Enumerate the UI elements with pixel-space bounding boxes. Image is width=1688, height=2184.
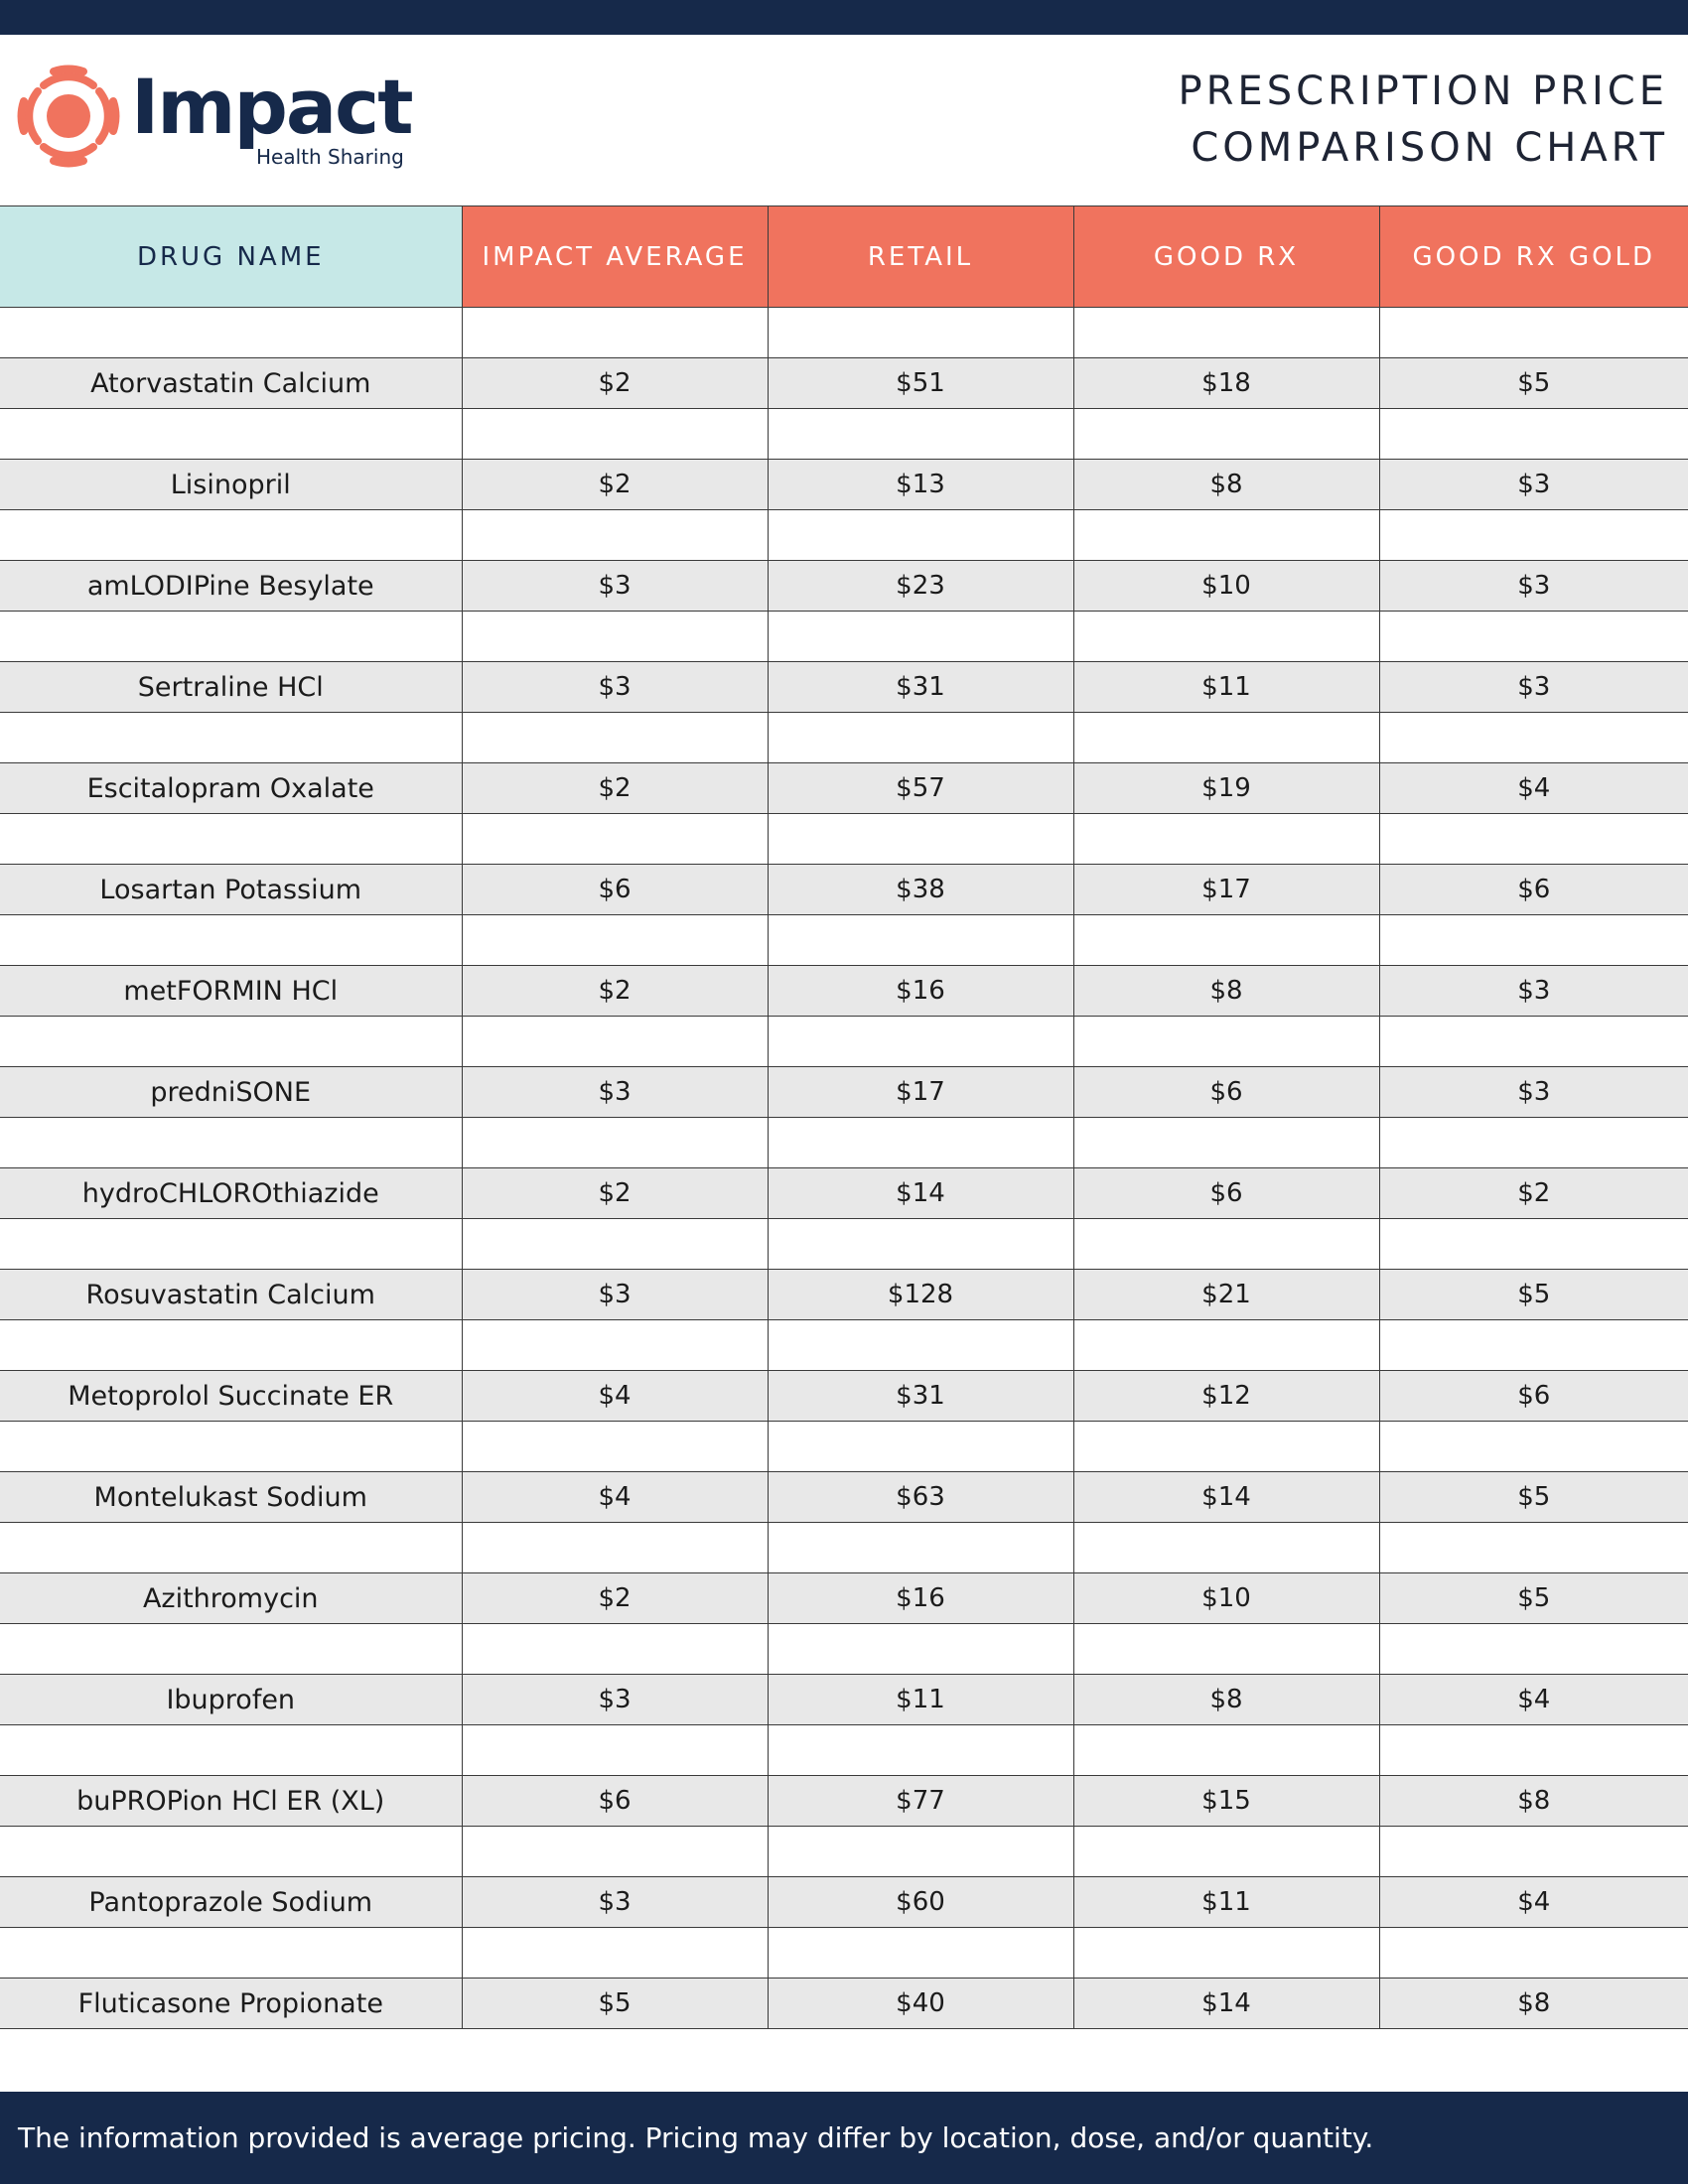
good-rx-cell: $14: [1073, 1472, 1379, 1523]
table-body: [0, 308, 1688, 2029]
table-spacer-row: [0, 612, 1688, 662]
spacer-cell: [1073, 612, 1379, 662]
spacer-cell: [1073, 814, 1379, 865]
table-spacer-row: [0, 1118, 1688, 1168]
good-rx-cell: $11: [1073, 662, 1379, 713]
retail-cell: $57: [768, 763, 1073, 814]
drug-name-cell: Metoprolol Succinate ER: [0, 1371, 462, 1422]
spacer-cell: [1379, 1219, 1688, 1270]
retail-cell: $31: [768, 1371, 1073, 1422]
drug-name-cell: predniSONE: [0, 1067, 462, 1118]
good-rx-gold-cell: $5: [1379, 1270, 1688, 1320]
retail-cell: $31: [768, 662, 1073, 713]
impact-average-cell: $3: [462, 1877, 768, 1928]
spacer-cell: [462, 1523, 768, 1573]
good-rx-gold-cell: $5: [1379, 1472, 1688, 1523]
good-rx-cell: $12: [1073, 1371, 1379, 1422]
table-row: [0, 1371, 1688, 1422]
spacer-cell: [462, 612, 768, 662]
spacer-cell: [462, 1928, 768, 1979]
impact-average-cell: $4: [462, 1371, 768, 1422]
logo-wordmark: Impact: [131, 63, 412, 151]
table-spacer-row: [0, 1725, 1688, 1776]
spacer-cell: [0, 1219, 462, 1270]
drug-name-cell: Escitalopram Oxalate: [0, 763, 462, 814]
spacer-cell: [462, 1320, 768, 1371]
spacer-cell: [0, 713, 462, 763]
impact-average-cell: $3: [462, 561, 768, 612]
impact-average-cell: $3: [462, 1270, 768, 1320]
good-rx-gold-cell: $4: [1379, 763, 1688, 814]
table-spacer-row: [0, 1422, 1688, 1472]
spacer-cell: [0, 1320, 462, 1371]
spacer-cell: [768, 814, 1073, 865]
spacer-cell: [462, 1118, 768, 1168]
impact-average-cell: $2: [462, 1168, 768, 1219]
spacer-cell: [1379, 308, 1688, 358]
good-rx-gold-cell: $3: [1379, 1067, 1688, 1118]
table-row: [0, 358, 1688, 409]
spacer-cell: [768, 915, 1073, 966]
table-spacer-row: [0, 1827, 1688, 1877]
spacer-cell: [462, 1624, 768, 1675]
spacer-cell: [1379, 1422, 1688, 1472]
logo: [14, 62, 431, 181]
spacer-cell: [768, 308, 1073, 358]
good-rx-gold-cell: $4: [1379, 1675, 1688, 1725]
spacer-cell: [1379, 1725, 1688, 1776]
drug-name-cell: Ibuprofen: [0, 1675, 462, 1725]
impact-average-cell: $5: [462, 1979, 768, 2029]
spacer-cell: [1379, 409, 1688, 460]
table-spacer-row: [0, 1928, 1688, 1979]
table-header-row: [0, 206, 1688, 308]
retail-cell: $77: [768, 1776, 1073, 1827]
retail-cell: $40: [768, 1979, 1073, 2029]
spacer-cell: [0, 1422, 462, 1472]
spacer-cell: [0, 612, 462, 662]
good-rx-cell: $8: [1073, 1675, 1379, 1725]
spacer-cell: [462, 308, 768, 358]
table-spacer-row: [0, 814, 1688, 865]
table-row: [0, 561, 1688, 612]
spacer-cell: [1073, 510, 1379, 561]
table-row: [0, 460, 1688, 510]
spacer-cell: [1379, 510, 1688, 561]
table-row: [0, 1472, 1688, 1523]
drug-name-cell: Fluticasone Propionate: [0, 1979, 462, 2029]
spacer-cell: [1379, 612, 1688, 662]
drug-name-cell: Losartan Potassium: [0, 865, 462, 915]
table-row: [0, 1776, 1688, 1827]
spacer-cell: [768, 510, 1073, 561]
spacer-cell: [1073, 1725, 1379, 1776]
document-title-line-2: COMPARISON CHART: [1191, 125, 1668, 171]
drug-name-cell: hydroCHLOROthiazide: [0, 1168, 462, 1219]
retail-cell: $13: [768, 460, 1073, 510]
table-spacer-row: [0, 915, 1688, 966]
drug-name-cell: metFORMIN HCl: [0, 966, 462, 1017]
good-rx-gold-cell: $5: [1379, 1573, 1688, 1624]
table-row: [0, 865, 1688, 915]
spacer-cell: [0, 915, 462, 966]
spacer-cell: [1073, 1624, 1379, 1675]
table-row: [0, 1067, 1688, 1118]
table-spacer-row: [0, 713, 1688, 763]
good-rx-cell: $10: [1073, 561, 1379, 612]
spacer-cell: [1379, 713, 1688, 763]
table-row: [0, 662, 1688, 713]
header-retail: RETAIL: [768, 206, 1073, 308]
spacer-cell: [768, 612, 1073, 662]
spacer-cell: [0, 510, 462, 561]
spacer-cell: [0, 409, 462, 460]
spacer-cell: [462, 1725, 768, 1776]
good-rx-cell: $14: [1073, 1979, 1379, 2029]
good-rx-cell: $18: [1073, 358, 1379, 409]
spacer-cell: [1073, 1928, 1379, 1979]
spacer-cell: [1379, 1118, 1688, 1168]
good-rx-gold-cell: $3: [1379, 460, 1688, 510]
good-rx-gold-cell: $8: [1379, 1776, 1688, 1827]
table-spacer-row: [0, 409, 1688, 460]
retail-cell: $51: [768, 358, 1073, 409]
good-rx-cell: $11: [1073, 1877, 1379, 1928]
good-rx-gold-cell: $6: [1379, 1371, 1688, 1422]
spacer-cell: [1379, 1928, 1688, 1979]
good-rx-cell: $8: [1073, 966, 1379, 1017]
spacer-cell: [462, 814, 768, 865]
spacer-cell: [0, 1624, 462, 1675]
impact-average-cell: $3: [462, 1675, 768, 1725]
good-rx-cell: $8: [1073, 460, 1379, 510]
table-spacer-row: [0, 1320, 1688, 1371]
impact-average-cell: $2: [462, 460, 768, 510]
spacer-cell: [1379, 1827, 1688, 1877]
drug-name-cell: Azithromycin: [0, 1573, 462, 1624]
spacer-cell: [1073, 1422, 1379, 1472]
spacer-cell: [0, 308, 462, 358]
document-title-line-1: PRESCRIPTION PRICE: [1178, 68, 1668, 114]
spacer-cell: [0, 1523, 462, 1573]
footer-bar: [0, 2092, 1688, 2184]
good-rx-cell: $10: [1073, 1573, 1379, 1624]
good-rx-gold-cell: $4: [1379, 1877, 1688, 1928]
drug-name-cell: Lisinopril: [0, 460, 462, 510]
header-good-rx-gold: GOOD RX GOLD: [1379, 206, 1688, 308]
retail-cell: $60: [768, 1877, 1073, 1928]
header-good-rx: GOOD RX: [1073, 206, 1379, 308]
drug-name-cell: Pantoprazole Sodium: [0, 1877, 462, 1928]
good-rx-cell: $19: [1073, 763, 1379, 814]
spacer-cell: [1379, 1624, 1688, 1675]
spacer-cell: [768, 1725, 1073, 1776]
spacer-cell: [1073, 1827, 1379, 1877]
table-row: [0, 1675, 1688, 1725]
footer-disclaimer: The information provided is average pricing. Pricing may differ by location, dose, and/or quantity.: [18, 2121, 1374, 2154]
spacer-cell: [1073, 915, 1379, 966]
drug-name-cell: Montelukast Sodium: [0, 1472, 462, 1523]
good-rx-gold-cell: $6: [1379, 865, 1688, 915]
impact-average-cell: $3: [462, 662, 768, 713]
spacer-cell: [462, 713, 768, 763]
spacer-cell: [768, 1624, 1073, 1675]
spacer-cell: [1073, 1523, 1379, 1573]
table-spacer-row: [0, 1219, 1688, 1270]
table-row: [0, 763, 1688, 814]
table-spacer-row: [0, 1017, 1688, 1067]
drug-name-cell: buPROPion HCl ER (XL): [0, 1776, 462, 1827]
drug-name-cell: Atorvastatin Calcium: [0, 358, 462, 409]
retail-cell: $17: [768, 1067, 1073, 1118]
top-bar: [0, 0, 1688, 35]
spacer-cell: [1073, 409, 1379, 460]
spacer-cell: [1379, 1017, 1688, 1067]
table-spacer-row: [0, 1523, 1688, 1573]
retail-cell: $63: [768, 1472, 1073, 1523]
spacer-cell: [768, 1118, 1073, 1168]
spacer-cell: [1073, 713, 1379, 763]
logo-mark-icon: [14, 62, 123, 171]
good-rx-gold-cell: $5: [1379, 358, 1688, 409]
spacer-cell: [462, 510, 768, 561]
impact-average-cell: $6: [462, 865, 768, 915]
spacer-cell: [768, 409, 1073, 460]
table-spacer-row: [0, 510, 1688, 561]
spacer-cell: [768, 1017, 1073, 1067]
drug-name-cell: Sertraline HCl: [0, 662, 462, 713]
retail-cell: $128: [768, 1270, 1073, 1320]
retail-cell: $16: [768, 1573, 1073, 1624]
spacer-cell: [0, 1827, 462, 1877]
table-row: [0, 1168, 1688, 1219]
retail-cell: $11: [768, 1675, 1073, 1725]
spacer-cell: [0, 1118, 462, 1168]
impact-average-cell: $2: [462, 1573, 768, 1624]
spacer-cell: [462, 915, 768, 966]
impact-average-cell: $2: [462, 358, 768, 409]
spacer-cell: [1073, 1219, 1379, 1270]
table-row: [0, 1573, 1688, 1624]
spacer-cell: [1073, 1118, 1379, 1168]
spacer-cell: [1379, 1320, 1688, 1371]
spacer-cell: [0, 1725, 462, 1776]
drug-name-cell: amLODIPine Besylate: [0, 561, 462, 612]
impact-average-cell: $4: [462, 1472, 768, 1523]
spacer-cell: [462, 1827, 768, 1877]
table-row: [0, 1270, 1688, 1320]
spacer-cell: [0, 1928, 462, 1979]
good-rx-cell: $6: [1073, 1067, 1379, 1118]
spacer-cell: [1379, 915, 1688, 966]
logo-tagline: Health Sharing: [256, 145, 404, 169]
impact-average-cell: $2: [462, 966, 768, 1017]
retail-cell: $16: [768, 966, 1073, 1017]
impact-average-cell: $3: [462, 1067, 768, 1118]
spacer-cell: [1073, 1017, 1379, 1067]
spacer-cell: [462, 1219, 768, 1270]
good-rx-gold-cell: $2: [1379, 1168, 1688, 1219]
spacer-cell: [462, 1422, 768, 1472]
spacer-cell: [462, 1017, 768, 1067]
spacer-cell: [1379, 814, 1688, 865]
table-row: [0, 1877, 1688, 1928]
spacer-cell: [1073, 1320, 1379, 1371]
document-title: [1112, 64, 1668, 177]
spacer-cell: [768, 1320, 1073, 1371]
good-rx-cell: $6: [1073, 1168, 1379, 1219]
spacer-cell: [768, 1827, 1073, 1877]
spacer-cell: [768, 1928, 1073, 1979]
impact-average-cell: $2: [462, 763, 768, 814]
spacer-cell: [768, 1523, 1073, 1573]
table-row: [0, 966, 1688, 1017]
header-drug-name: DRUG NAME: [0, 206, 462, 308]
drug-name-cell: Rosuvastatin Calcium: [0, 1270, 462, 1320]
spacer-cell: [0, 1017, 462, 1067]
good-rx-cell: $17: [1073, 865, 1379, 915]
table-spacer-row: [0, 1624, 1688, 1675]
retail-cell: $38: [768, 865, 1073, 915]
table-row: [0, 1979, 1688, 2029]
spacer-cell: [1073, 308, 1379, 358]
good-rx-gold-cell: $3: [1379, 561, 1688, 612]
good-rx-gold-cell: $8: [1379, 1979, 1688, 2029]
header-impact-average: IMPACT AVERAGE: [462, 206, 768, 308]
spacer-cell: [1379, 1523, 1688, 1573]
retail-cell: $14: [768, 1168, 1073, 1219]
table-spacer-row: [0, 308, 1688, 358]
good-rx-gold-cell: $3: [1379, 662, 1688, 713]
impact-average-cell: $6: [462, 1776, 768, 1827]
spacer-cell: [0, 814, 462, 865]
retail-cell: $23: [768, 561, 1073, 612]
spacer-cell: [462, 409, 768, 460]
price-comparison-table: [0, 205, 1688, 2029]
good-rx-cell: $15: [1073, 1776, 1379, 1827]
spacer-cell: [768, 1219, 1073, 1270]
spacer-cell: [768, 1422, 1073, 1472]
good-rx-gold-cell: $3: [1379, 966, 1688, 1017]
spacer-cell: [768, 713, 1073, 763]
good-rx-cell: $21: [1073, 1270, 1379, 1320]
